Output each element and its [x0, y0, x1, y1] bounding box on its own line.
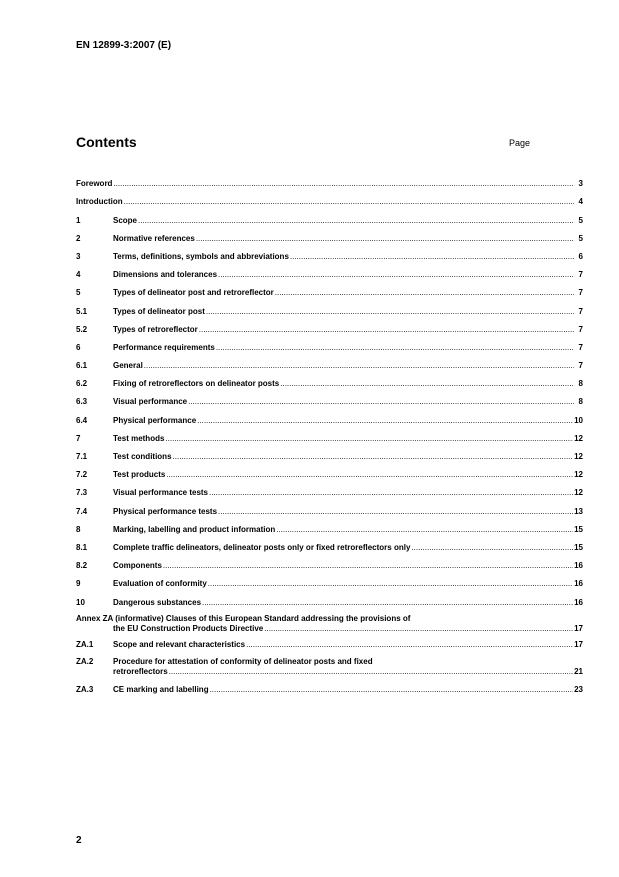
toc-entry-title: Normative references	[113, 233, 195, 243]
toc-entry[interactable]	[76, 371, 583, 389]
toc-entry-title: CE marking and labelling	[113, 684, 209, 694]
toc-entry-title: Introduction	[76, 197, 123, 207]
toc-entry-page: 12	[574, 488, 583, 498]
toc-entry[interactable]	[76, 335, 583, 353]
toc-entry-page: 4	[578, 197, 583, 207]
dot-leader	[163, 561, 573, 571]
toc-entry-number: 8	[76, 524, 81, 534]
toc-entry-number: 1	[76, 215, 81, 225]
toc-entry-number: 7	[76, 433, 81, 443]
table-of-contents	[76, 171, 583, 695]
toc-entry-number: 5.1	[76, 306, 88, 316]
toc-entry-number: 8.2	[76, 561, 88, 571]
toc-entry-number: 4	[76, 270, 81, 280]
toc-entry[interactable]	[76, 171, 583, 189]
toc-entry-page: 7	[578, 361, 583, 371]
dot-leader	[276, 525, 573, 535]
toc-entry[interactable]	[76, 677, 583, 695]
toc-entry[interactable]	[76, 407, 583, 425]
toc-entry-number: ZA.3	[76, 684, 94, 694]
toc-entry-title: Evaluation of conformity	[113, 579, 207, 589]
toc-entry-page: 7	[578, 342, 583, 352]
dot-leader	[138, 216, 574, 226]
toc-entry-number: 6.2	[76, 379, 88, 389]
toc-entry-title: Scope	[113, 215, 138, 225]
dot-leader	[216, 343, 574, 353]
toc-entry-number: 8.1	[76, 542, 88, 552]
toc-entry-number: 6	[76, 342, 81, 352]
dot-leader	[246, 640, 573, 650]
dot-leader	[275, 288, 574, 298]
toc-entry-number: 3	[76, 251, 81, 261]
dot-leader	[199, 325, 574, 335]
toc-entry-title: Types of delineator post	[113, 306, 205, 316]
toc-entry-title: Procedure for attestation of conformity of delineator posts and fixed	[113, 656, 373, 666]
toc-entry-number: 7.2	[76, 470, 88, 480]
toc-entry-title: Physical performance	[113, 415, 197, 425]
toc-entry-page: 16	[574, 561, 583, 571]
toc-entry-number: 6.4	[76, 415, 88, 425]
dot-leader	[202, 598, 573, 608]
toc-entry-page: 17	[574, 639, 583, 649]
toc-entry-page: 13	[574, 506, 583, 516]
dot-leader	[411, 543, 573, 553]
dot-leader	[264, 624, 573, 634]
dot-leader	[197, 416, 573, 426]
toc-entry-page: 8	[578, 397, 583, 407]
toc-entry-page: 15	[574, 542, 583, 552]
toc-entry[interactable]	[76, 480, 583, 498]
dot-leader	[290, 252, 574, 262]
toc-entry-number: 2	[76, 233, 81, 243]
toc-entry[interactable]	[76, 226, 583, 244]
toc-entry-title: Types of delineator post and retroreflector	[113, 288, 274, 298]
toc-entry-title: Dimensions and tolerances	[113, 270, 218, 280]
toc-entry-title: Complete traffic delineators, delineator posts only or fixed retroreflectors only	[113, 542, 411, 552]
toc-entry-number: 7.3	[76, 488, 88, 498]
toc-entry-number: 10	[76, 597, 85, 607]
toc-entry[interactable]	[76, 535, 583, 553]
toc-entry[interactable]	[76, 353, 583, 371]
toc-entry[interactable]	[76, 634, 583, 650]
toc-entry[interactable]	[76, 553, 583, 571]
toc-entry-page: 21	[574, 666, 583, 676]
dot-leader	[165, 434, 573, 444]
toc-entry-annex-za[interactable]	[76, 606, 583, 634]
dot-leader	[218, 270, 574, 280]
toc-entry-page: 8	[578, 379, 583, 389]
dot-leader	[208, 579, 573, 589]
toc-entry-number: 5.2	[76, 324, 88, 334]
toc-entry-page: 10	[574, 415, 583, 425]
toc-entry-title: the EU Construction Products Directive	[113, 623, 264, 633]
toc-entry-page: 5	[578, 215, 583, 225]
toc-entry-page: 12	[574, 470, 583, 480]
document-id: EN 12899-3:2007 (E)	[76, 40, 172, 51]
toc-entry-page: 7	[578, 288, 583, 298]
toc-entry[interactable]	[76, 280, 583, 298]
dot-leader	[188, 397, 574, 407]
toc-entry-number: 7.1	[76, 452, 88, 461]
toc-entry-page: 5	[578, 233, 583, 243]
dot-leader	[206, 307, 574, 317]
toc-entry-number: 6.1	[76, 361, 88, 371]
toc-entry-title: Test methods	[113, 433, 165, 443]
toc-entry[interactable]	[76, 517, 583, 535]
toc-entry-number: 6.3	[76, 397, 88, 407]
dot-leader	[210, 685, 574, 695]
dot-leader	[196, 234, 574, 244]
toc-entry-page: 6	[578, 251, 583, 261]
toc-entry[interactable]	[76, 444, 583, 462]
toc-entry[interactable]	[76, 462, 583, 480]
toc-entry[interactable]	[76, 571, 583, 589]
toc-entry[interactable]	[76, 426, 583, 444]
dot-leader	[209, 488, 573, 498]
page-number: 2	[76, 835, 82, 846]
toc-entry[interactable]	[76, 244, 583, 262]
toc-entry[interactable]	[76, 298, 583, 316]
toc-entry-page: 7	[578, 270, 583, 280]
toc-entry[interactable]	[76, 650, 583, 677]
toc-entry[interactable]	[76, 317, 583, 335]
toc-entry-title: Test products	[113, 470, 166, 480]
toc-entry-title: Terms, definitions, symbols and abbreviations	[113, 251, 289, 261]
toc-entry-page: 12	[574, 433, 583, 443]
toc-entry-title: Foreword	[76, 179, 113, 189]
toc-entry-title: Fixing of retroreflectors on delineator posts	[113, 379, 280, 389]
dot-leader	[169, 667, 573, 677]
toc-entry-number: 7.4	[76, 506, 88, 516]
toc-entry-page: 23	[574, 684, 583, 694]
toc-entry-number: 5	[76, 288, 81, 298]
toc-entry[interactable]	[76, 589, 583, 607]
toc-entry-title: Types of retroreflector	[113, 324, 198, 334]
dot-leader	[166, 470, 573, 480]
toc-entry[interactable]	[76, 262, 583, 280]
toc-entry-page: 7	[578, 306, 583, 316]
toc-entry-title: Visual performance	[113, 397, 188, 407]
toc-entry-title: Test conditions	[113, 452, 172, 461]
toc-entry-title: Components	[113, 561, 162, 571]
toc-entry-title: Visual performance tests	[113, 488, 209, 498]
toc-entry-number: 9	[76, 579, 81, 589]
toc-entry-page: 16	[574, 597, 583, 607]
toc-entry-page: 3	[578, 179, 583, 189]
toc-entry-page: 16	[574, 579, 583, 589]
dot-leader	[280, 379, 574, 389]
toc-entry-title: Dangerous substances	[113, 597, 202, 607]
toc-entry-title: General	[113, 361, 143, 371]
toc-entry-page: 12	[574, 452, 583, 461]
toc-entry[interactable]	[76, 498, 583, 516]
toc-entry[interactable]	[76, 189, 583, 207]
page-column-label: Page	[509, 138, 531, 148]
toc-entry-title: Annex ZA (informative) Clauses of this European Standard addressing the provisions of	[76, 613, 411, 623]
dot-leader	[218, 507, 573, 517]
toc-entry-page: 17	[574, 623, 583, 633]
toc-entry-number: ZA.1	[76, 639, 94, 649]
dot-leader	[124, 197, 574, 207]
dot-leader	[144, 361, 574, 371]
toc-entry-page: 15	[574, 524, 583, 534]
toc-entry-title: Physical performance tests	[113, 506, 218, 516]
contents-title: Contents	[76, 134, 137, 150]
toc-entry-title: Performance requirements	[113, 342, 215, 352]
toc-entry-number: ZA.2	[76, 656, 94, 666]
toc-entry[interactable]	[76, 207, 583, 225]
toc-entry-title: retroreflectors	[113, 666, 168, 676]
toc-entry-page: 7	[578, 324, 583, 334]
dot-leader	[173, 452, 574, 462]
dot-leader	[113, 179, 574, 189]
toc-entry[interactable]	[76, 389, 583, 407]
toc-entry-title: Scope and relevant characteristics	[113, 639, 246, 649]
toc-entry-title: Marking, labelling and product information	[113, 524, 276, 534]
